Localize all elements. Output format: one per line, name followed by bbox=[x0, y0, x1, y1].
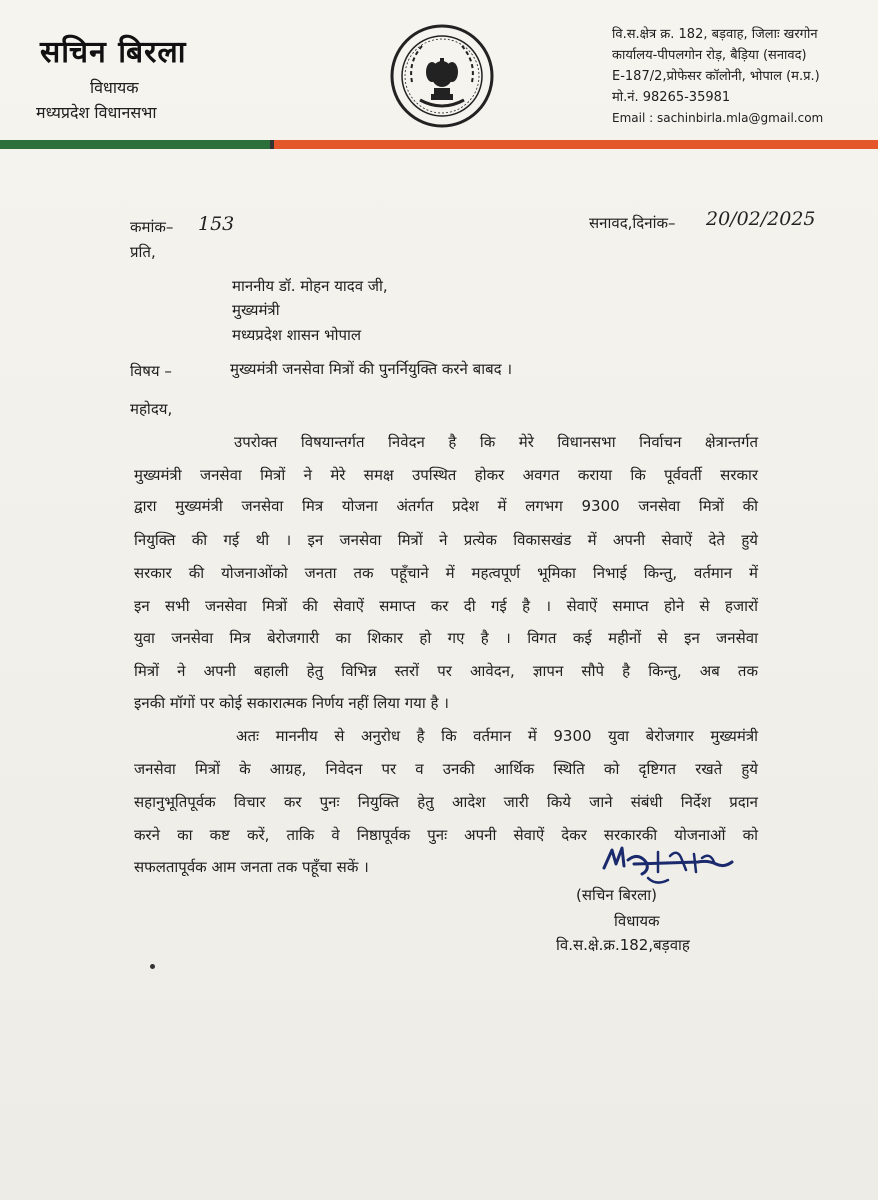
paragraph2-line: सहानुभूतिपूर्वक विचार कर पुनः नियुक्ति हेतु आदेश जारी किये जाने संबंधी निर्देश प्रदान bbox=[134, 793, 758, 811]
paragraph1-line: युवा जनसेवा मित्र बेरोजगारी का शिकार हो गए है । विगत कई महीनों से इन जनसेवा bbox=[134, 629, 758, 647]
signatory-name: (सचिन बिरला) bbox=[576, 886, 657, 904]
reference-number: 153 bbox=[198, 213, 235, 235]
state-emblem-seal-icon bbox=[388, 22, 496, 130]
ink-speck bbox=[150, 964, 155, 969]
letterhead-name: सचिन बिरला bbox=[40, 35, 187, 70]
paragraph1-line: द्वारा मुख्यमंत्री जनसेवा मित्र योजना अंतर्गत प्रदेश में लगभग 9300 जनसेवा मित्रों की bbox=[134, 497, 758, 515]
paragraph1-line: नियुक्ति की गई थी । इन जनसेवा मित्रों ने प्रत्येक विकासखंड में अपनी सेवाऐं देते हुये bbox=[134, 531, 758, 549]
paragraph1-line: इन सभी जनसेवा मित्रों की सेवाऐं समाप्त कर दी गई है । सेवाऐं समाप्त होने से हजारों bbox=[134, 597, 758, 615]
paragraph1-line: मित्रों ने अपनी बहाली हेतु विभिन्न स्तरों पर आवेदन, ज्ञापन सौपे है किन्तु, अब तक bbox=[134, 662, 758, 680]
address-line: कार्यालय-पीपलगोन रोड़, बैड़िया (सनावद) bbox=[612, 48, 807, 63]
letterhead-band-orange bbox=[274, 140, 878, 149]
paragraph1-line: मुख्यमंत्री जनसेवा मित्रों ने मेरे समक्ष उपस्थित होकर अवगत कराया कि पूर्ववर्ती सरकार bbox=[134, 466, 758, 484]
letterhead-designation: विधायक bbox=[90, 78, 139, 97]
signatory-designation: विधायक bbox=[614, 912, 660, 930]
recipient-line: मुख्यमंत्री bbox=[232, 301, 280, 319]
recipient-line: माननीय डॉ. मोहन यादव जी, bbox=[232, 277, 388, 295]
paragraph1-line: इनकी मॉगों पर कोई सकारात्मक निर्णय नहीं लिया गया है । bbox=[134, 694, 449, 712]
signatory-constituency: वि.स.क्षे.क्र.182,बड़वाह bbox=[556, 936, 690, 954]
paragraph2-line: करने का कष्ट करें, ताकि वे निष्ठापूर्वक पुनः अपनी सेवाऐं देकर सरकारकी योजनाओं को bbox=[134, 826, 758, 844]
address-line: वि.स.क्षेत्र क्र. 182, बड़वाह, जिलाः खरगोन bbox=[612, 27, 818, 42]
salutation: महोदय, bbox=[130, 400, 173, 418]
email-line: Email : sachinbirla.mla@gmail.com bbox=[612, 111, 824, 125]
reference-label: कमांक– bbox=[130, 218, 174, 236]
recipient-line: मध्यप्रदेश शासन भोपाल bbox=[232, 326, 362, 344]
letter-date: 20/02/2025 bbox=[706, 208, 816, 230]
phone-line: मो.नं. 98265-35981 bbox=[612, 90, 731, 105]
paragraph1-line: सरकार की योजनाओंको जनता तक पहूँचाने में महत्वपूर्ण भूमिका निभाई किन्तु, वर्तमान में bbox=[134, 564, 758, 582]
letterhead-assembly: मध्यप्रदेश विधानसभा bbox=[36, 103, 157, 122]
paragraph2-line: जनसेवा मित्रों के आग्रह, निवेदन पर व उनकी आर्थिक स्थिति को दृष्टिगत रखते हुये bbox=[134, 760, 758, 778]
letterhead-band-green bbox=[0, 140, 270, 149]
to-label: प्रति, bbox=[130, 243, 156, 261]
paragraph2-line: सफलतापूर्वक आम जनता तक पहूँचा सकें । bbox=[134, 858, 369, 876]
address-line: E-187/2,प्रोफेसर कॉलोनी, भोपाल (म.प्र.) bbox=[612, 69, 820, 84]
paragraph1-line: उपरोक्त विषयान्तर्गत निवेदन है कि मेरे विधानसभा निर्वाचन क्षेत्रान्तर्गत bbox=[234, 433, 758, 451]
letterhead-address bbox=[612, 24, 823, 129]
paragraph2-line: अतः माननीय से अनुरोध है कि वर्तमान में 9300 युवा बेरोजगार मुख्यमंत्री bbox=[236, 727, 758, 745]
subject-text: मुख्यमंत्री जनसेवा मित्रों की पुनर्नियुक्ति करने बाबद । bbox=[230, 360, 513, 378]
subject-label: विषय – bbox=[130, 362, 172, 380]
place-date-label: सनावद,दिनांक– bbox=[589, 214, 676, 232]
